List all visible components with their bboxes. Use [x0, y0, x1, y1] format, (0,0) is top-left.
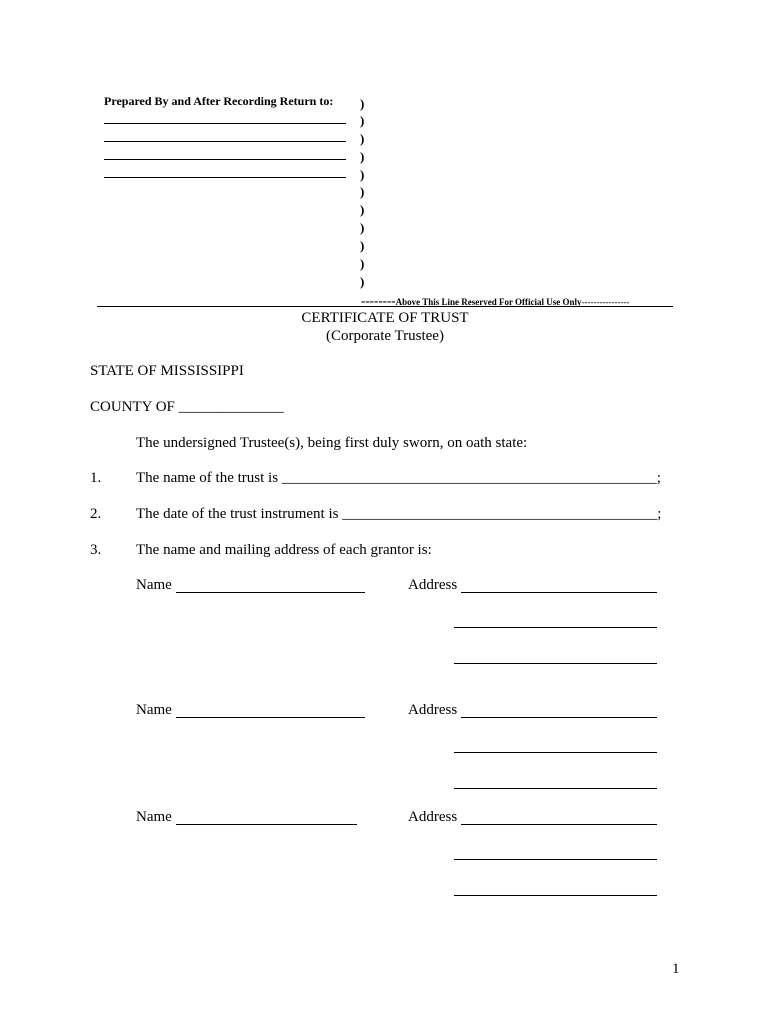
paren-mark: )	[360, 184, 365, 199]
reserved-text: Above This Line Reserved For Official Use Only	[395, 297, 582, 307]
grantor-address-label: Address	[408, 809, 458, 825]
grantor-name-field[interactable]	[176, 717, 365, 718]
grantor-address-field[interactable]	[454, 663, 657, 664]
trust-name-field[interactable]: __________________________________________________	[281, 470, 657, 486]
paren-mark: )	[360, 256, 365, 271]
grantor-address-label: Address	[408, 702, 458, 718]
prepared-by-label: Prepared By and After Recording Return to:	[104, 94, 334, 108]
return-address-line[interactable]	[104, 141, 346, 142]
reserved-dashes-left: --------	[361, 293, 396, 308]
paren-mark: )	[360, 220, 365, 235]
return-address-line[interactable]	[104, 123, 346, 124]
item-end: ;	[657, 506, 662, 522]
item-text: The name of the trust is	[136, 470, 282, 486]
grantor-address-field[interactable]	[454, 859, 657, 860]
official-use-divider	[97, 306, 673, 307]
grantor-address-field[interactable]	[454, 752, 657, 753]
grantor-address-field[interactable]	[461, 824, 657, 825]
item-text: The date of the trust instrument is	[136, 506, 343, 522]
trust-name-item	[136, 470, 661, 487]
paren-mark: )	[360, 96, 365, 111]
grantor-name-field[interactable]	[176, 824, 357, 825]
grantor-address-field[interactable]	[454, 895, 657, 896]
paren-mark: )	[360, 113, 365, 128]
item-number: 1.	[90, 470, 102, 486]
grantor-address-field[interactable]	[454, 788, 657, 789]
trust-date-item	[136, 506, 661, 523]
grantor-name-label: Name	[136, 577, 172, 593]
paren-mark: )	[360, 202, 365, 217]
official-use-notice	[361, 292, 630, 310]
return-address-line[interactable]	[104, 159, 346, 160]
reserved-dashes-right: ----------------	[581, 297, 630, 307]
grantor-address-field[interactable]	[461, 717, 657, 718]
item-number: 2.	[90, 506, 102, 522]
paren-mark: )	[360, 274, 365, 289]
item-number: 3.	[90, 542, 102, 558]
document-title: CERTIFICATE OF TRUST	[301, 310, 469, 326]
grantor-name-label: Name	[136, 702, 172, 718]
county-line[interactable]: COUNTY OF ______________	[90, 399, 284, 415]
grantor-name-label: Name	[136, 809, 172, 825]
grantor-address-label: Address	[408, 577, 458, 593]
paren-mark: )	[360, 131, 365, 146]
paren-mark: )	[360, 167, 365, 182]
paren-mark: )	[360, 149, 365, 164]
page-number: 1	[672, 961, 680, 977]
grantor-address-field[interactable]	[461, 592, 657, 593]
grantor-address-field[interactable]	[454, 627, 657, 628]
return-address-line[interactable]	[104, 177, 346, 178]
paren-mark: )	[360, 238, 365, 253]
grantor-name-field[interactable]	[176, 592, 365, 593]
document-subtitle: (Corporate Trustee)	[326, 328, 444, 344]
grantor-item-text: The name and mailing address of each grantor is:	[136, 542, 432, 558]
state-line: STATE OF MISSISSIPPI	[90, 363, 244, 379]
item-end: ;	[656, 470, 661, 486]
trust-date-field[interactable]: __________________________________________	[342, 506, 658, 522]
intro-statement: The undersigned Trustee(s), being first duly sworn, on oath state:	[136, 435, 528, 451]
